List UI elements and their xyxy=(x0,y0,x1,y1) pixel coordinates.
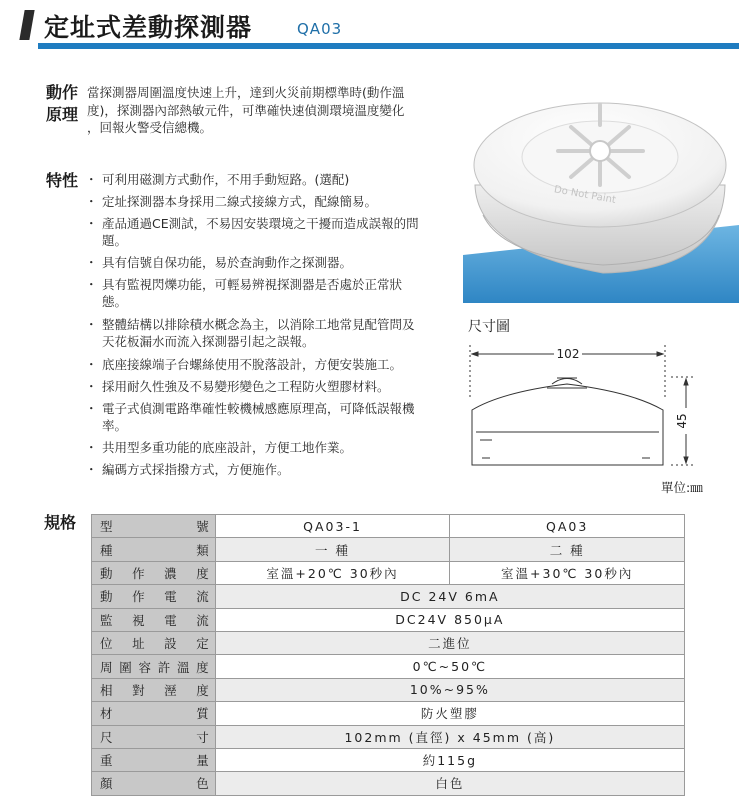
spec-value: 室溫+20℃ 30秒內 xyxy=(215,561,450,584)
feature-item: ・ 採用耐久性強及不易變形變色之工程防火塑膠材料。 xyxy=(88,378,423,395)
feature-item: ・ 共用型多重功能的底座設計，方便工地作業。 xyxy=(88,439,423,456)
spec-row xyxy=(92,702,685,725)
spec-key xyxy=(92,655,216,678)
spec-value: QA03 xyxy=(450,515,685,538)
spec-value: 防火塑膠 xyxy=(215,702,684,725)
principle-line: ，回報火警受信總機。 xyxy=(87,120,213,135)
spec-key xyxy=(92,631,216,654)
spec-key-char: 寸 xyxy=(196,729,209,745)
spec-value: 102mm (直徑) x 45mm (高) xyxy=(215,725,684,748)
do-not-paint-label: Do Not Paint xyxy=(553,184,617,206)
spec-key-char: 圍 xyxy=(119,659,132,675)
spec-key-char: 容 xyxy=(138,659,151,675)
spec-value: DC 24V 6mA xyxy=(215,585,684,608)
spec-key-char: 顏 xyxy=(100,776,113,792)
spec-key xyxy=(92,748,216,771)
feature-item: ・ 底座接線端子台螺絲使用不脫落設計，方便安裝施工。 xyxy=(88,356,423,373)
spec-table xyxy=(91,514,685,796)
width-dimension: 102 xyxy=(556,347,580,361)
feature-item: ・ 具有信號自保功能，易於查詢動作之探測器。 xyxy=(88,254,423,271)
features-heading: 特性 xyxy=(46,171,79,190)
principle-line: 當探測器周圍溫度快速上升，達到火災前期標準時(動作溫 xyxy=(87,85,405,100)
spec-key-char: 尺 xyxy=(100,729,113,745)
spec-value: 約115g xyxy=(215,748,684,771)
spec-key xyxy=(92,561,216,584)
feature-item: ・ 整體結構以排除積水概念為主，以消除工地常見配管問及天花板漏水而流入探測器引起之誤報。 xyxy=(88,316,423,350)
dimension-title: 尺寸圖 xyxy=(468,319,510,335)
spec-key-char: 對 xyxy=(132,682,145,698)
spec-key-char: 電 xyxy=(164,589,177,605)
spec-value: 二 種 xyxy=(450,538,685,561)
spec-key-char: 色 xyxy=(196,776,209,792)
spec-key xyxy=(92,515,216,538)
spec-key xyxy=(92,772,216,795)
spec-value: 二進位 xyxy=(215,631,684,654)
unit-label: 單位:㎜ xyxy=(661,480,703,495)
dimension-drawing xyxy=(462,340,702,470)
spec-key-char: 溫 xyxy=(176,659,190,675)
spec-key xyxy=(92,678,216,701)
spec-key-char: 定 xyxy=(196,636,209,652)
spec-key-char: 重 xyxy=(100,753,113,769)
spec-key-char: 種 xyxy=(100,542,113,558)
model-number: QA03 xyxy=(297,20,343,38)
spec-key-char: 動 xyxy=(100,589,113,605)
spec-value: DC24V 850μA xyxy=(215,608,684,631)
spec-key-char: 許 xyxy=(157,659,171,675)
spec-key xyxy=(92,585,216,608)
spec-key-char: 度 xyxy=(196,659,209,675)
spec-row xyxy=(92,585,685,608)
spec-key-char: 設 xyxy=(164,636,177,652)
feature-item: ・ 編碼方式採指撥方式，方便施作。 xyxy=(88,461,423,478)
spec-value: 白色 xyxy=(215,772,684,795)
spec-row xyxy=(92,725,685,748)
spec-row xyxy=(92,772,685,795)
spec-row xyxy=(92,678,685,701)
features-list xyxy=(88,171,423,478)
feature-item: ・ 產品通過CE測試，不易因安裝環境之干擾而造成誤報的問題。 xyxy=(88,215,423,249)
spec-key-char: 質 xyxy=(196,706,209,722)
spec-key-char: 作 xyxy=(132,589,145,605)
spec-key xyxy=(92,725,216,748)
spec-key-char: 量 xyxy=(196,753,209,769)
spec-key-char: 溼 xyxy=(164,682,177,698)
spec-key-char: 址 xyxy=(132,636,145,652)
feature-item: ・ 具有監視閃爍功能，可輕易辨視探測器是否處於正常狀態。 xyxy=(88,276,423,310)
spec-key-char: 流 xyxy=(196,589,209,605)
spec-row xyxy=(92,631,685,654)
title-accent-bar xyxy=(19,10,34,40)
product-photo xyxy=(463,65,739,303)
spec-key-char: 相 xyxy=(100,682,113,698)
spec-key-char: 位 xyxy=(100,636,113,652)
spec-row xyxy=(92,655,685,678)
spec-key-char: 監 xyxy=(100,612,113,628)
spec-key-char: 度 xyxy=(196,682,209,698)
spec-value: 一 種 xyxy=(215,538,450,561)
spec-row xyxy=(92,561,685,584)
spec-row xyxy=(92,608,685,631)
feature-item: ・ 電子式偵測電路準確性較機械感應原理高，可降低誤報機率。 xyxy=(88,400,423,434)
feature-item: ・ 可利用磁測方式動作，不用手動短路。(選配) xyxy=(88,171,423,188)
spec-key-char: 電 xyxy=(164,612,177,628)
spec-key-char: 類 xyxy=(196,542,209,558)
spec-key xyxy=(92,538,216,561)
spec-key-char: 濃 xyxy=(164,565,177,581)
spec-row xyxy=(92,538,685,561)
spec-key-char: 流 xyxy=(196,612,209,628)
spec-key-char: 周 xyxy=(100,659,113,675)
principle-text xyxy=(87,84,432,137)
spec-key xyxy=(92,608,216,631)
spec-key-char: 作 xyxy=(132,565,145,581)
spec-key-char: 號 xyxy=(196,519,209,535)
feature-item: ・ 定址探測器本身採用二線式接線方式，配線簡易。 xyxy=(88,193,423,210)
principle-line: 度)，探測器內部熱敏元件，可準確快速偵測環境溫度變化 xyxy=(87,102,405,118)
spec-key-char: 動 xyxy=(100,565,113,581)
spec-value: 0℃~50℃ xyxy=(215,655,684,678)
spec-key xyxy=(92,702,216,725)
spec-key-char: 型 xyxy=(100,519,113,535)
spec-value: 室溫+30℃ 30秒內 xyxy=(450,561,685,584)
spec-row xyxy=(92,748,685,771)
spec-row xyxy=(92,515,685,538)
spec-value: QA03-1 xyxy=(215,515,450,538)
spec-key-char: 視 xyxy=(132,612,145,628)
spec-key-char: 度 xyxy=(196,565,209,581)
page-title: 定址式差動探測器 xyxy=(44,13,253,42)
spec-value: 10%~95% xyxy=(215,678,684,701)
spec-key-char: 材 xyxy=(100,706,113,722)
spec-heading: 規格 xyxy=(44,513,77,532)
title-divider xyxy=(38,43,739,49)
principle-heading: 動作 原理 xyxy=(46,83,79,124)
height-dimension: 45 xyxy=(675,413,689,429)
